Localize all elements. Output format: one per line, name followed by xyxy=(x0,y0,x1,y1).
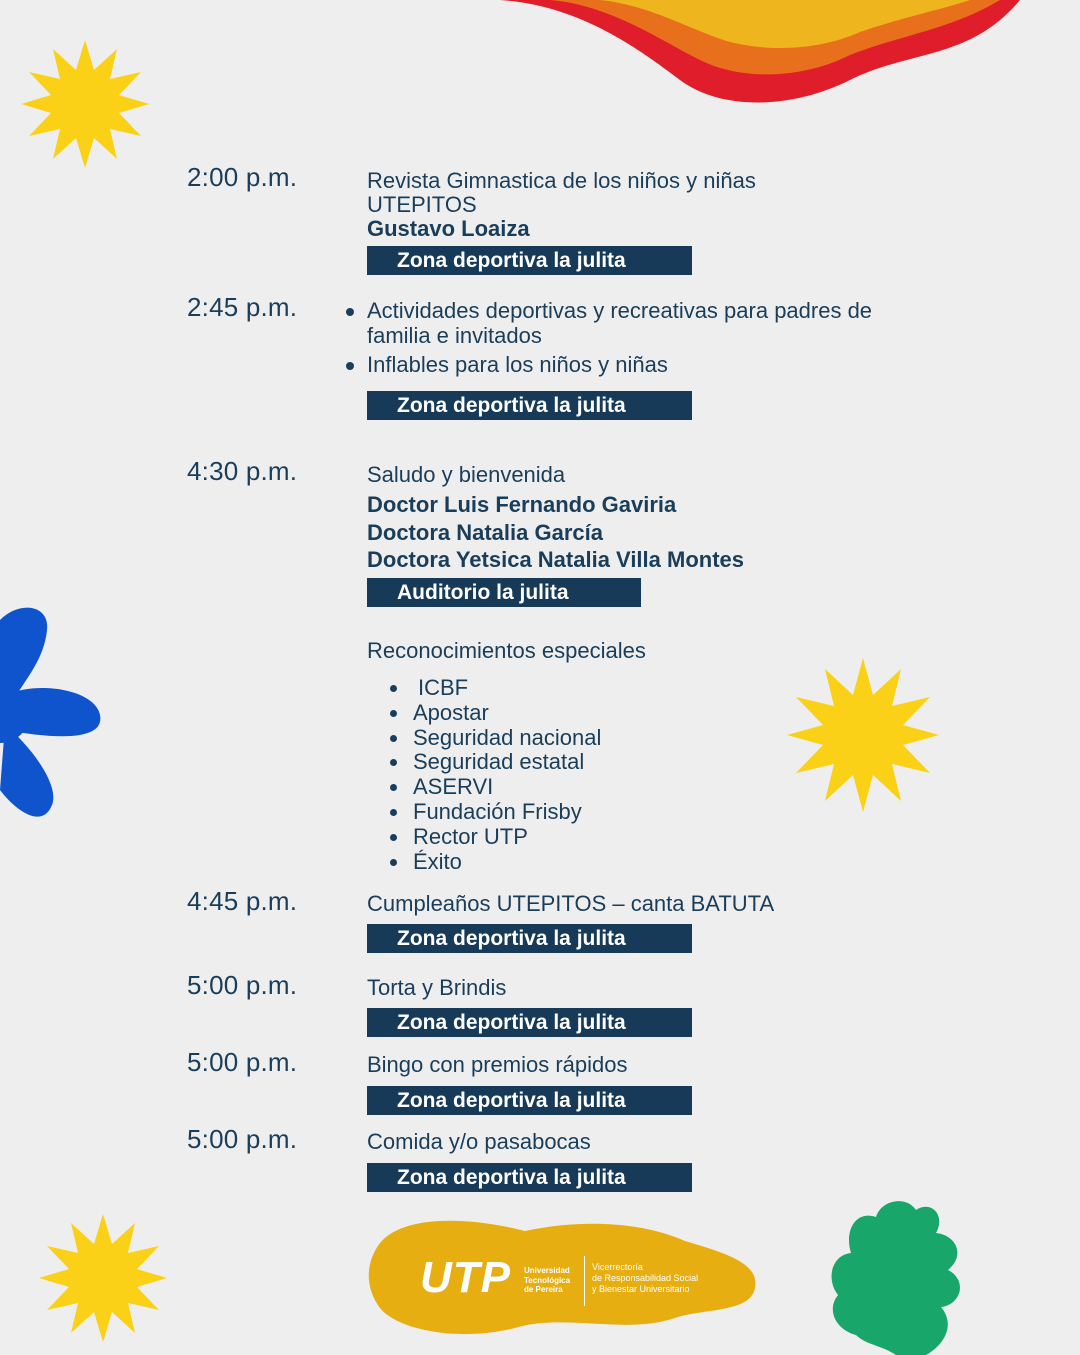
activity-text: Revista Gimnastica de los niños y niñas xyxy=(367,168,756,193)
recognition-item: Apostar xyxy=(388,701,601,726)
logo-university-line: de Pereira xyxy=(524,1285,563,1294)
location-tag: Zona deportiva la julita xyxy=(367,1086,692,1115)
location-tag: Zona deportiva la julita xyxy=(367,924,692,953)
schedule-time: 4:30 p.m. xyxy=(187,456,298,486)
recognition-item: Seguridad nacional xyxy=(388,726,601,751)
logo-divider xyxy=(584,1256,585,1306)
location-tag: Zona deportiva la julita xyxy=(367,1008,692,1037)
speaker-name: Gustavo Loaiza xyxy=(367,216,530,241)
schedule-time: 5:00 p.m. xyxy=(187,1124,298,1154)
logo-office-line: y Bienestar Universitario xyxy=(592,1284,690,1294)
activities-list xyxy=(345,298,945,377)
recognition-item: Éxito xyxy=(388,850,601,875)
schedule-time: 5:00 p.m. xyxy=(187,1047,298,1077)
schedule-time: 5:00 p.m. xyxy=(187,970,298,1000)
recognition-item: Rector UTP xyxy=(388,825,601,850)
logo-university-line: Tecnológica xyxy=(524,1275,571,1285)
logo-office-line: de Responsabilidad Social xyxy=(592,1273,699,1283)
blue-flower-decoration xyxy=(0,600,110,840)
activity-text: Comida y/o pasabocas xyxy=(367,1129,591,1154)
location-tag: Zona deportiva la julita xyxy=(367,391,692,420)
recognition-item: ICBF xyxy=(388,676,601,701)
activity-text: Saludo y bienvenida xyxy=(367,462,566,487)
recognition-item: ASERVI xyxy=(388,775,601,800)
star-top-left-icon xyxy=(20,38,150,170)
logo-office-line: Vicerrectoría xyxy=(592,1262,643,1272)
activity-text: Bingo con premios rápidos xyxy=(367,1052,628,1077)
activity-text: Torta y Brindis xyxy=(367,975,507,1000)
location-tag: Auditorio la julita xyxy=(367,578,641,607)
schedule-time: 2:45 p.m. xyxy=(187,292,298,322)
speaker-name: Doctor Luis Fernando Gaviria xyxy=(367,492,677,517)
star-right-icon xyxy=(787,657,939,813)
recognitions-title: Reconocimientos especiales xyxy=(367,638,646,663)
schedule-time: 2:00 p.m. xyxy=(187,162,298,192)
recognition-item: Fundación Frisby xyxy=(388,800,601,825)
utp-logo-mark: UTP xyxy=(420,1253,511,1302)
location-tag: Zona deportiva la julita xyxy=(367,246,692,275)
speaker-name: Doctora Yetsica Natalia Villa Montes xyxy=(367,547,745,572)
speaker-name: Doctora Natalia García xyxy=(367,520,603,545)
recognitions-list xyxy=(388,676,601,874)
activity-text: Cumpleaños UTEPITOS – canta BATUTA xyxy=(367,891,775,916)
activity-bullet: Inflables para los niños y niñas xyxy=(345,352,945,377)
green-leaf-decoration xyxy=(826,1195,976,1355)
star-bottom-left-icon xyxy=(38,1213,168,1343)
top-wave-decoration xyxy=(490,0,1030,110)
activity-text: UTEPITOS xyxy=(367,192,477,217)
schedule-time: 4:45 p.m. xyxy=(187,886,298,916)
utp-logo xyxy=(420,1253,760,1316)
activity-bullet: Actividades deportivas y recreativas para padres de familia e invitados xyxy=(345,298,927,348)
location-tag: Zona deportiva la julita xyxy=(367,1163,692,1192)
recognition-item: Seguridad estatal xyxy=(388,750,601,775)
logo-university-line: Universidad xyxy=(524,1266,570,1275)
